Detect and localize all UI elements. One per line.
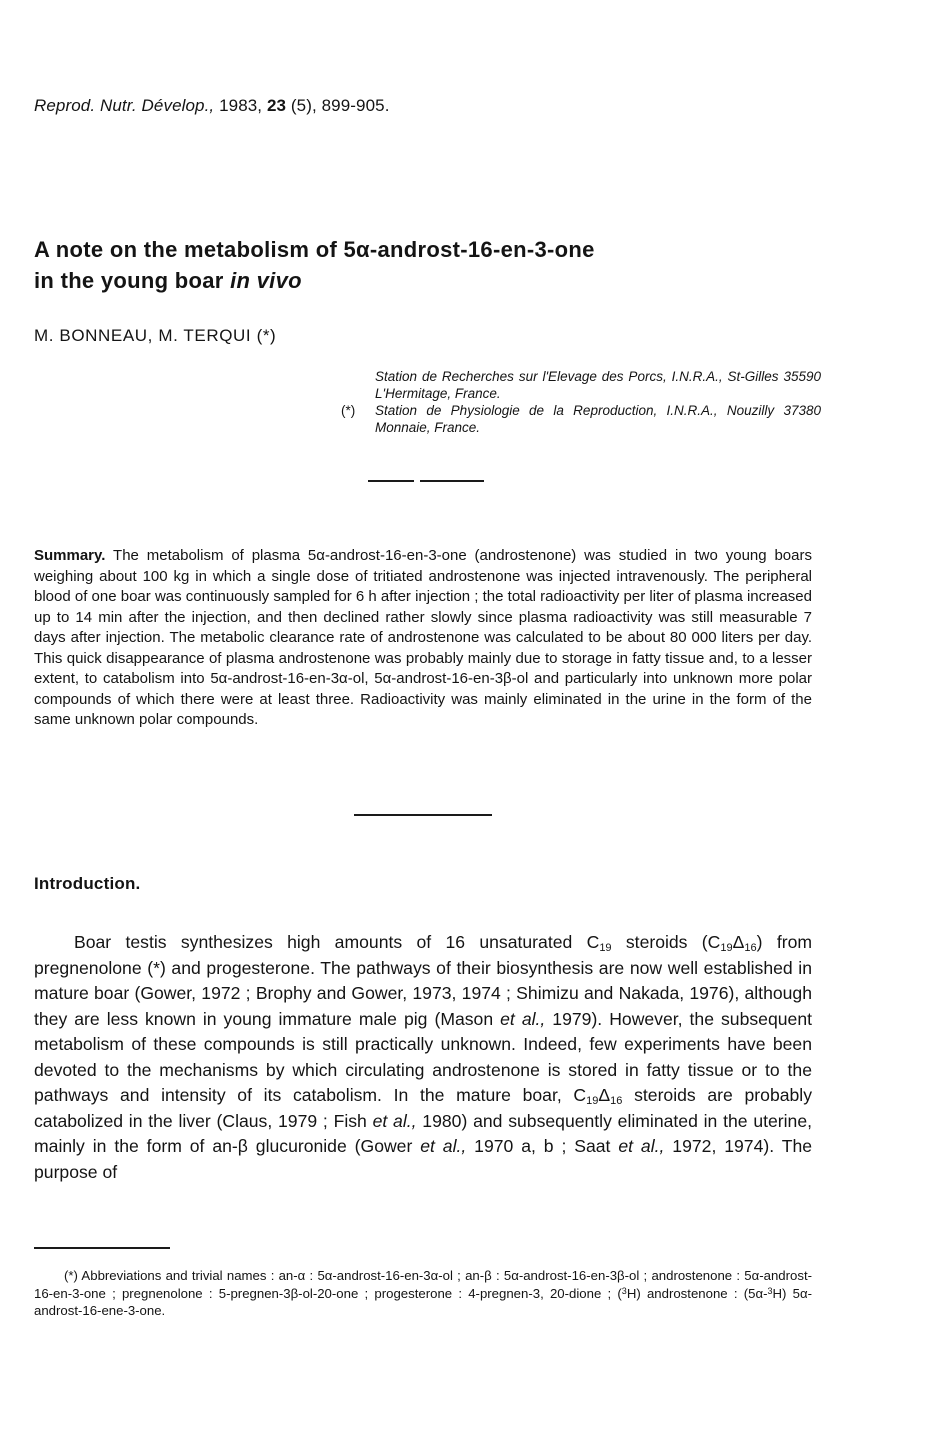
superscript: 3 bbox=[621, 1285, 627, 1296]
subscript: 19 bbox=[586, 1095, 599, 1107]
text-run: Boar testis synthesizes high amounts of 16 unsaturated C bbox=[74, 932, 600, 952]
summary-paragraph bbox=[34, 546, 812, 731]
journal-issue-pages: (5), 899-905. bbox=[290, 96, 390, 115]
text-run: steroids (C bbox=[611, 932, 721, 952]
text-run: ) from pregnenolone (*) and progesterone. The pathways of their biosynthesis are now well established in mature boar (Gower, 1972 ; Brophy and Gower, 1973, 1974 ; Shimizu and Nakada, 1976), although they are less known in young immature male pig (Mason bbox=[34, 932, 813, 1029]
text-run: H) androstenone : (5α- bbox=[626, 1285, 768, 1301]
citation-etal: et al., bbox=[372, 1110, 417, 1131]
article-title bbox=[34, 234, 595, 296]
text-run: Δ bbox=[598, 1085, 611, 1105]
affiliation-text: Station de Physiologie de la Reproduction, I.N.R.A., Nouzilly 37380 Monnaie, France. bbox=[375, 403, 821, 435]
title-line-1: A note on the metabolism of 5α-androst-16-en-3-one bbox=[34, 237, 595, 262]
journal-citation bbox=[34, 96, 390, 116]
text-run: Δ bbox=[732, 932, 745, 952]
text-run: H) 5α-androst-16-ene-3-one. bbox=[34, 1285, 812, 1318]
affiliation-1 bbox=[341, 368, 821, 402]
summary-label: Summary. bbox=[34, 547, 106, 564]
subscript: 19 bbox=[599, 942, 612, 954]
separator-rule bbox=[354, 814, 492, 816]
text-run: (*) Abbreviations and trivial names : an-α : 5α-androst-16-en-3α-ol ; an-β : 5α-androst-16-en-3β-ol ; androstenone : 5α-androst-16-en-3-one ; pregnenolone : 5-pregnen-3β-ol-20-one ; progesterone : 4-pregnen-3, 20-dione ; ( bbox=[34, 1268, 812, 1301]
summary-text: The metabolism of plasma 5α-androst-16-en-3-one (androstenone) was studied in two young boars weighing about 100 kg in which a single dose of tritiated androstenone was injected intravenously. The peripheral blood of one boar was continuously sampled for 6 h after injection ; the total radioactivity per liter of plasma increased up to 14 min after the injection, and then declined rather slowly since plasma radioactivity was still measurable 7 days after injection. The metabolic clearance rate of androstenone was calculated to be about 80 000 liters per day. This quick disappearance of plasma androstenone was probably mainly due to storage in fatty tissue and, to a lesser extent, to catabolism into 5α-androst-16-en-3α-ol, 5α-androst-16-en-3β-ol and particularly into unknown more polar compounds of which there were at least three. Radioactivity was mainly eliminated in the urine in the form of the same unknown polar compounds. bbox=[34, 547, 812, 728]
superscript: 3 bbox=[767, 1285, 773, 1296]
footnote-rule bbox=[34, 1247, 170, 1249]
citation-etal: et al., bbox=[618, 1136, 665, 1156]
citation-etal: et al., bbox=[420, 1136, 467, 1156]
citation-etal: et al., bbox=[500, 1008, 546, 1029]
journal-name: Reprod. Nutr. Dévelop., bbox=[34, 96, 215, 115]
affiliation-2 bbox=[341, 402, 821, 436]
author-list: M. BONNEAU, M. TERQUI (*) bbox=[34, 326, 277, 345]
journal-year: 1983, bbox=[219, 96, 263, 115]
text-run: 1980) and subsequently eliminated in the uterine, mainly in the form of an-β glucuronide (Gower bbox=[34, 1110, 813, 1156]
subscript: 16 bbox=[610, 1095, 623, 1107]
introduction-paragraph bbox=[34, 930, 812, 1185]
footnote bbox=[34, 1267, 812, 1320]
subscript: 16 bbox=[744, 942, 757, 954]
text-run: 1970 a, b ; Saat bbox=[466, 1136, 619, 1156]
separator-rule bbox=[368, 480, 414, 482]
text-run: steroids are probably catabolized in the liver (Claus, 1979 ; Fish bbox=[34, 1085, 813, 1131]
affiliations bbox=[341, 368, 821, 436]
journal-volume: 23 bbox=[266, 96, 287, 115]
title-line-2: in the young boar bbox=[34, 268, 231, 293]
subscript: 19 bbox=[720, 942, 733, 954]
text-run: 1972, 1974). The purpose of bbox=[34, 1136, 813, 1182]
affiliation-text: Station de Recherches sur l'Elevage des Porcs, I.N.R.A., St-Gilles 35590 L'Hermitage, France. bbox=[375, 369, 821, 401]
title-italic-phrase: in vivo bbox=[230, 268, 302, 293]
separator-rule bbox=[420, 480, 484, 482]
section-heading-introduction: Introduction. bbox=[34, 874, 141, 893]
affiliation-mark: (*) bbox=[341, 403, 356, 418]
text-run: 1979). However, the subsequent metabolism of these compounds is still practically unknown. Indeed, few experiments have been devoted to the mechanisms by which circulating androstenone is stored in fatty tissue or to the pathways and intensity of its catabolism. In the mature boar, C bbox=[34, 1008, 812, 1105]
